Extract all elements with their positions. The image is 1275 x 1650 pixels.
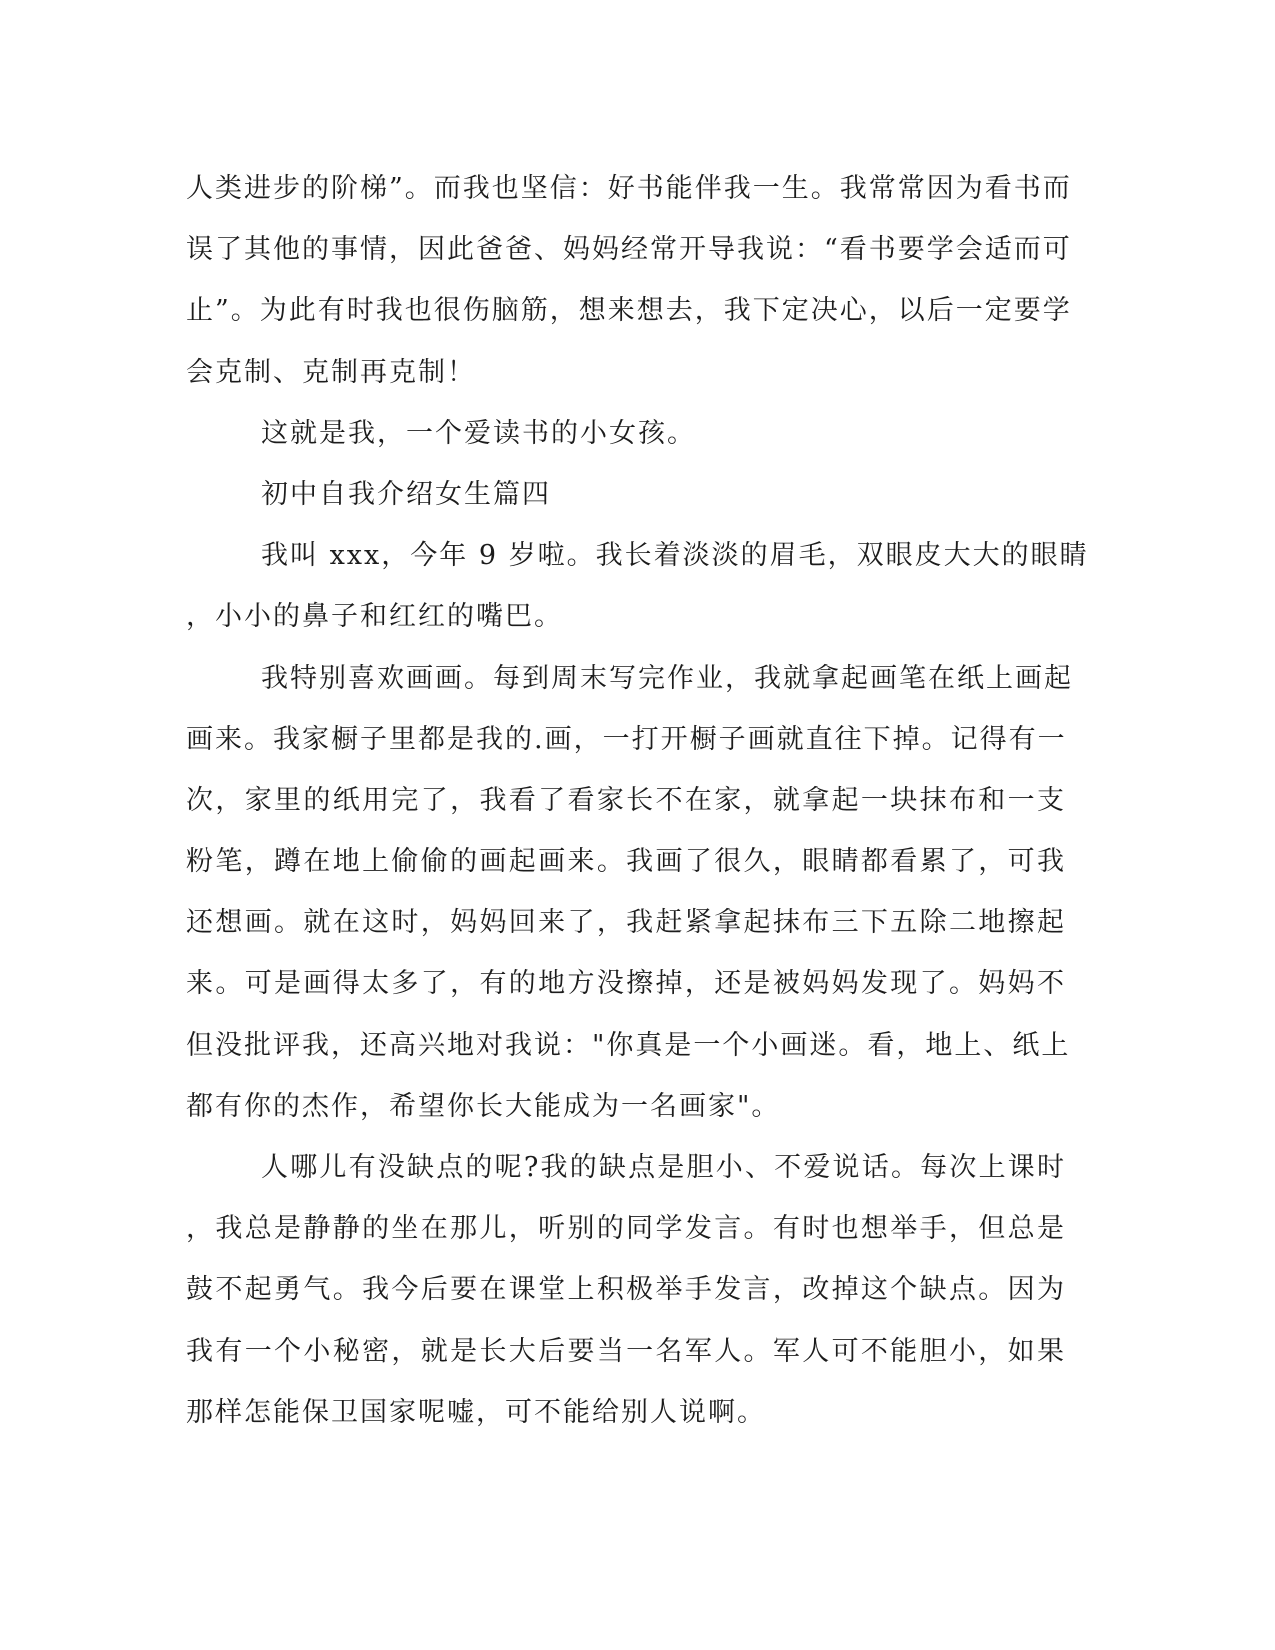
text-line: 鼓不起勇气。我今后要在课堂上积极举手发言，改掉这个缺点。因为 <box>186 1274 1066 1306</box>
text-line: 次，家里的纸用完了，我看了看家长不在家，就拿起一块抹布和一支 <box>186 784 1066 816</box>
text-line: 那样怎能保卫国家呢嘘，可不能给别人说啊。 <box>186 1396 766 1428</box>
paragraph-line: 这就是我，一个爱读书的小女孩。 <box>261 417 696 449</box>
text-line: 会克制、克制再克制！ <box>186 356 476 388</box>
section-heading: 初中自我介绍女生篇四 <box>261 478 551 510</box>
text-line: ，我总是静静的坐在那儿，听别的同学发言。有时也想举手，但总是 <box>186 1213 1066 1245</box>
paragraph-line: 我叫 xxx，今年 9 岁啦。我长着淡淡的眉毛，双眼皮大大的眼睛 <box>261 540 1089 572</box>
text-line: ，小小的鼻子和红红的嘴巴。 <box>186 601 563 633</box>
text-line: 我有一个小秘密，就是长大后要当一名军人。军人可不能胆小，如果 <box>186 1335 1066 1367</box>
paragraph-line: 人哪儿有没缺点的呢?我的缺点是胆小、不爱说话。每次上课时 <box>261 1152 1066 1183</box>
paragraph-line: 我特别喜欢画画。每到周末写完作业，我就拿起画笔在纸上画起 <box>261 662 1073 694</box>
text-line: 止”。为此有时我也很伤脑筋，想来想去，我下定决心，以后一定要学 <box>186 295 1072 327</box>
text-line: 粉笔，蹲在地上偷偷的画起画来。我画了很久，眼睛都看累了，可我 <box>186 846 1066 878</box>
text-line: 都有你的杰作，希望你长大能成为一名画家"。 <box>186 1090 781 1122</box>
text-line: 人类进步的阶梯”。而我也坚信：好书能伴我一生。我常常因为看书而 <box>186 173 1072 204</box>
text-line: 但没批评我，还高兴地对我说："你真是一个小画迷。看，地上、纸上 <box>186 1029 1071 1061</box>
text-line: 画来。我家橱子里都是我的.画，一打开橱子画就直往下掉。记得有一 <box>186 723 1067 755</box>
document-body <box>186 158 1089 1443</box>
text-line: 来。可是画得太多了，有的地方没擦掉，还是被妈妈发现了。妈妈不 <box>186 968 1066 1000</box>
text-line: 还想画。就在这时，妈妈回来了，我赶紧拿起抹布三下五除二地擦起 <box>186 907 1066 939</box>
text-line: 误了其他的事情，因此爸爸、妈妈经常开导我说：“看书要学会适而可 <box>186 234 1072 266</box>
